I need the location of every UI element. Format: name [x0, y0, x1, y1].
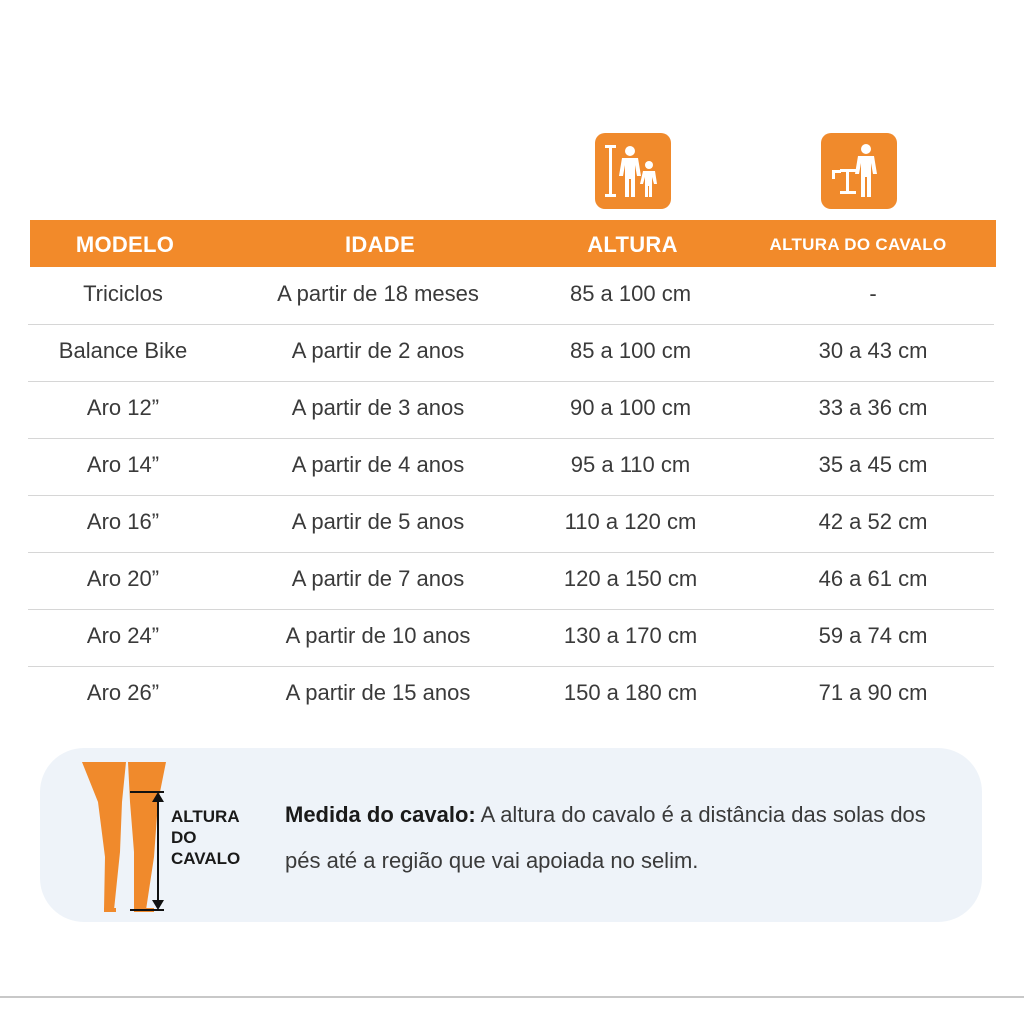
cell-altura: 110 a 120 cm: [564, 509, 697, 534]
cell-idade: A partir de 15 anos: [285, 680, 471, 705]
cell-idade: A partir de 3 anos: [291, 395, 465, 420]
table-row: [28, 666, 994, 723]
cell-idade: A partir de 5 anos: [291, 509, 465, 534]
cell-altura-do-cavalo: 42 a 52 cm: [818, 509, 928, 534]
cell-modelo: Balance Bike: [58, 338, 188, 363]
note-title: Medida do cavalo:: [285, 802, 476, 827]
header-modelo: MODELO: [75, 232, 175, 257]
cell-altura: 85 a 100 cm: [569, 338, 692, 363]
cell-modelo: Aro 14”: [86, 452, 160, 477]
person-on-bike-icon: [826, 141, 892, 201]
cell-idade: A partir de 10 anos: [285, 623, 471, 648]
cell-modelo: Triciclos: [83, 281, 163, 306]
header-idade: IDADE: [345, 232, 415, 257]
cell-idade: A partir de 4 anos: [291, 452, 465, 477]
cell-modelo: Aro 16”: [86, 509, 160, 534]
table-row: [28, 552, 994, 610]
note-description: [285, 792, 965, 884]
cell-altura: 95 a 110 cm: [570, 452, 691, 477]
cell-altura: 120 a 150 cm: [563, 566, 698, 591]
adult-and-child-height-icon: [600, 141, 666, 201]
table-row: [28, 438, 994, 496]
crotch-height-label: [171, 806, 240, 869]
cell-modelo: Aro 24”: [86, 623, 160, 648]
bottom-divider: [0, 996, 1024, 998]
legs-measurement-icon: [78, 762, 173, 914]
cell-altura: 90 a 100 cm: [569, 395, 692, 420]
crotch-height-icon-box: [821, 133, 897, 209]
table-row: [28, 324, 994, 382]
cell-altura-do-cavalo: 59 a 74 cm: [818, 623, 928, 648]
cell-altura-do-cavalo: 33 a 36 cm: [818, 395, 928, 420]
cell-modelo: Aro 12”: [86, 395, 160, 420]
height-icon-box: [595, 133, 671, 209]
cell-idade: A partir de 7 anos: [291, 566, 465, 591]
cell-altura-do-cavalo: 46 a 61 cm: [818, 566, 928, 591]
header-altura: ALTURA: [587, 232, 678, 257]
cell-modelo: Aro 26”: [86, 680, 160, 705]
cell-idade: A partir de 2 anos: [291, 338, 465, 363]
table-row: [28, 267, 994, 325]
cell-altura-do-cavalo: 71 a 90 cm: [818, 680, 928, 705]
cell-altura: 150 a 180 cm: [563, 680, 698, 705]
table-row: [28, 381, 994, 439]
label-line: ALTURA: [171, 807, 240, 826]
cell-altura: 85 a 100 cm: [569, 281, 692, 306]
header-altura-do-cavalo: ALTURA DO CAVALO: [769, 235, 947, 254]
cell-altura-do-cavalo: 35 a 45 cm: [818, 452, 928, 477]
cell-idade: A partir de 18 meses: [277, 281, 479, 306]
label-line: CAVALO: [171, 849, 241, 868]
cell-modelo: Aro 20”: [86, 566, 160, 591]
crotch-height-note: [40, 748, 982, 922]
table-row: [28, 495, 994, 553]
table-header: [30, 220, 996, 267]
cell-altura: 130 a 170 cm: [563, 623, 698, 648]
table-row: [28, 609, 994, 667]
cell-altura-do-cavalo: -: [869, 281, 877, 306]
note-body: A altura do cavalo é a distância das solas dos pés até a região que vai apoiada no selim.: [285, 802, 926, 873]
label-line: DO: [171, 828, 197, 847]
cell-altura-do-cavalo: 30 a 43 cm: [818, 338, 928, 363]
